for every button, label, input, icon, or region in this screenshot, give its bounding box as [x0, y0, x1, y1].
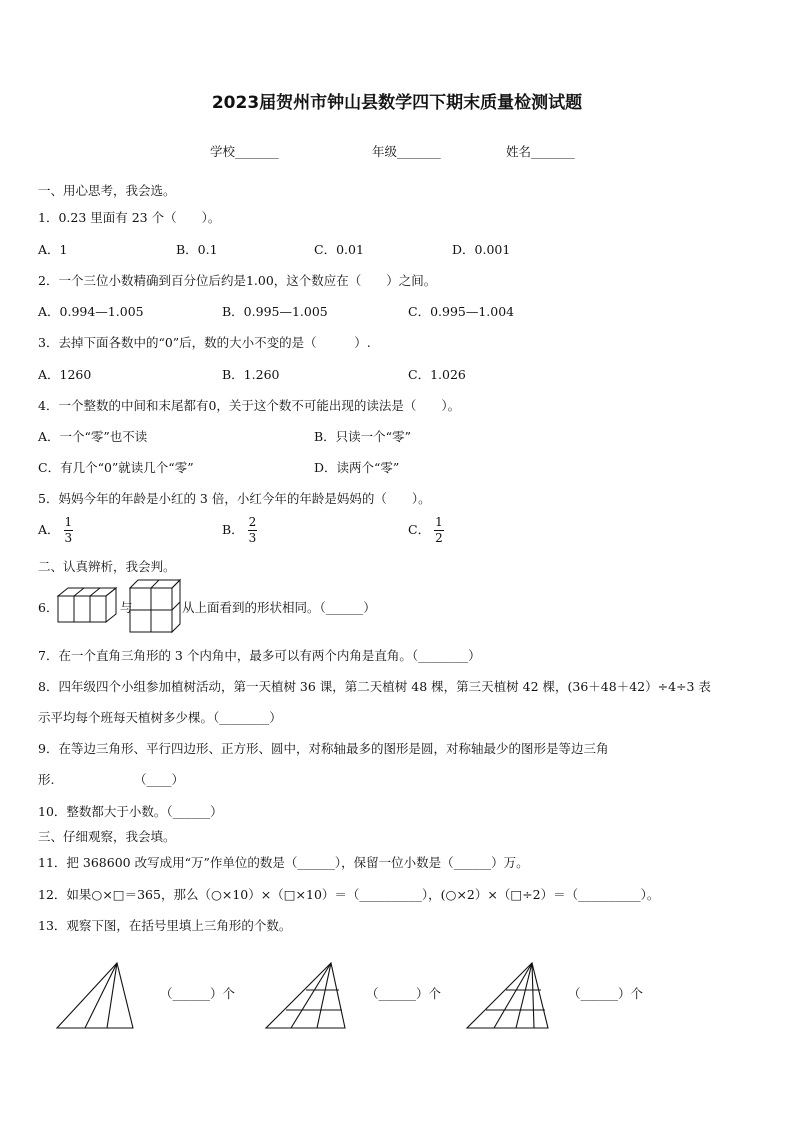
- q5-option-a-fraction: $\frac{1}{3}$: [64, 515, 73, 545]
- triangle-figure-2: [265, 962, 347, 1030]
- question-13-stem: 13．观察下图，在括号里填上三角形的个数。: [38, 918, 292, 933]
- question-13-blank-1[interactable]: （______）个: [160, 986, 236, 1001]
- question-11: 11．把 368600 改写成用“万”作单位的数是（______），保留一位小数是（______）万。: [38, 855, 529, 870]
- question-8-line-2: 示平均每个班每天植树多少棵。（________）: [38, 710, 282, 725]
- q3-option-c[interactable]: C．1.026: [408, 367, 466, 382]
- q5-option-a-label: A．: [38, 522, 60, 537]
- page-title: 2023届贺州市钟山县数学四下期末质量检测试题: [211, 93, 583, 113]
- section-heading-2: 二、认真辨析，我会判。: [38, 559, 176, 574]
- q3-option-a[interactable]: A．1260: [38, 367, 92, 382]
- q4-option-d[interactable]: D．读两个“零”: [314, 460, 400, 475]
- grade-field[interactable]: 年级_______: [372, 144, 441, 159]
- section-heading-3: 三、仔细观察，我会填。: [38, 829, 176, 844]
- question-7: 7．在一个直角三角形的 3 个内角中，最多可以有两个内角是直角。（________）: [38, 648, 481, 663]
- question-8-line-1: 8．四年级四个小组参加植树活动，第一天植树 36 课，第二天植树 48 棵，第三天植树 42 棵，(36＋48＋42）÷4÷3 表: [38, 679, 711, 694]
- q5-option-c-fraction: $\frac{1}{2}$: [435, 515, 443, 545]
- q4-option-b[interactable]: B．只读一个“零”: [314, 429, 411, 444]
- q3-option-b[interactable]: B．1.260: [222, 367, 280, 382]
- q4-option-c[interactable]: C．有几个“0”就读几个“零”: [38, 460, 194, 475]
- question-6-number: 6．: [38, 600, 59, 615]
- q2-option-a[interactable]: A．0.994—1.005: [38, 304, 144, 319]
- q1-option-a[interactable]: A．1: [38, 242, 68, 257]
- q5-option-b[interactable]: [222, 515, 257, 546]
- cuboid-figure-2: [130, 580, 182, 634]
- q5-option-b-fraction: $\frac{2}{3}$: [248, 515, 257, 545]
- question-1-stem: 1．0.23 里面有 23 个（ ）。: [38, 210, 221, 225]
- question-6-tail: 从上面看到的形状相同。（______）: [182, 600, 376, 615]
- q5-option-b-label: B．: [222, 522, 244, 537]
- question-6-connector: 与: [120, 600, 133, 615]
- triangle-figure-3: [466, 962, 550, 1030]
- question-10: 10．整数都大于小数。（______）: [38, 804, 223, 819]
- triangle-figure-1: [55, 962, 135, 1030]
- q1-option-c[interactable]: C．0.01: [314, 242, 364, 257]
- q2-option-c[interactable]: C．0.995—1.004: [408, 304, 515, 319]
- cuboid-figure-1: [58, 586, 120, 624]
- q5-option-a[interactable]: [38, 515, 73, 546]
- question-13-blank-3[interactable]: （______）个: [568, 986, 644, 1001]
- question-3-stem: 3．去掉下面各数中的“0”后，数的大小不变的是（ ）.: [38, 335, 371, 350]
- question-9-line-1: 9．在等边三角形、平行四边形、正方形、圆中，对称轴最多的图形是圆，对称轴最少的图形是等边三角: [38, 741, 609, 756]
- question-2-stem: 2．一个三位小数精确到百分位后约是1.00，这个数应在（ ）之间。: [38, 273, 437, 288]
- q5-option-c-label: C．: [408, 522, 431, 537]
- q4-option-a[interactable]: A．一个“零”也不读: [38, 429, 148, 444]
- school-field[interactable]: 学校_______: [210, 144, 279, 159]
- question-9-line-2: 形.: [38, 772, 55, 787]
- question-12: 12．如果○×□＝365，那么（○×10）×（□×10）＝（__________），(○×2）×（□÷2）＝（__________）。: [38, 887, 660, 902]
- question-9-blank[interactable]: （____）: [134, 772, 185, 787]
- question-4-stem: 4．一个整数的中间和末尾都有0，关于这个数不可能出现的读法是（ ）。: [38, 398, 461, 413]
- q5-option-c[interactable]: [408, 515, 444, 546]
- question-5-stem: 5．妈妈今年的年龄是小红的 3 倍，小红今年的年龄是妈妈的（ ）。: [38, 491, 431, 506]
- q2-option-b[interactable]: B．0.995—1.005: [222, 304, 328, 319]
- q1-option-b[interactable]: B．0.1: [176, 242, 218, 257]
- name-field[interactable]: 姓名_______: [506, 144, 575, 159]
- q1-option-d[interactable]: D．0.001: [452, 242, 511, 257]
- question-13-blank-2[interactable]: （______）个: [366, 986, 442, 1001]
- section-heading-1: 一、用心思考，我会选。: [38, 183, 176, 198]
